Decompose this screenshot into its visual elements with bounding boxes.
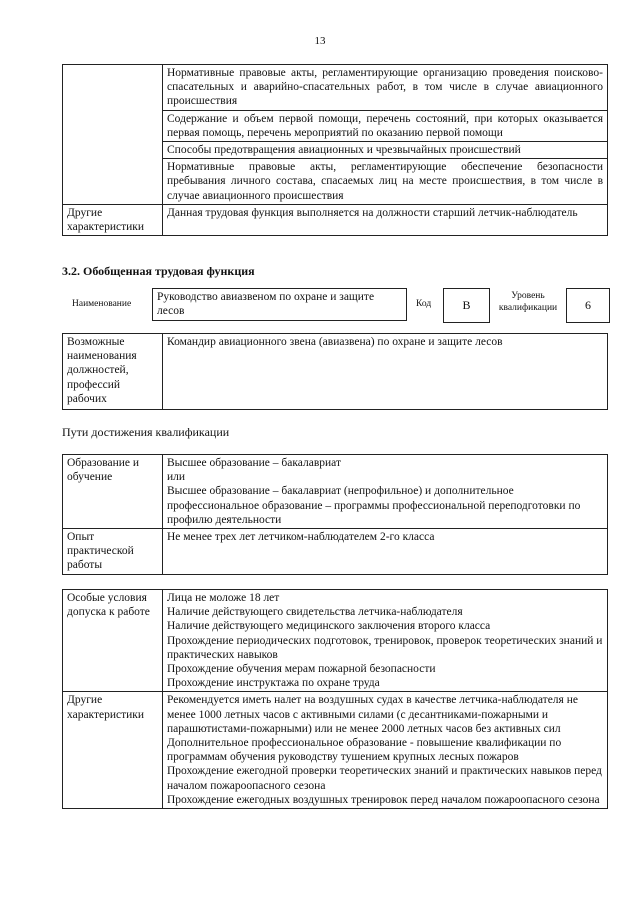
list-item: Содержание и объем первой помощи, перечень состояний, при которых оказывается первая помощь, перечень мероприятий по оказанию первой помощи bbox=[163, 110, 608, 141]
knowledge-table bbox=[62, 64, 608, 236]
positions-label: Возможные наименования должностей, профессий рабочих bbox=[63, 334, 163, 410]
list-item: Данная трудовая функция выполняется на должности старший летчик-наблюдатель bbox=[163, 204, 608, 235]
paths-title: Пути достижения квалификации bbox=[62, 425, 230, 439]
list-item: Нормативные правовые акты, регламентирующие организацию проведения поисково-спасательных и аварийно-спасательных работ, в том числе в случае авиационного происшествия bbox=[163, 65, 608, 111]
other-label: Другие характеристики bbox=[63, 692, 163, 809]
list-item: Прохождение периодических подготовок, тренировок, проверок теоретических знаний и практических навыков bbox=[167, 634, 603, 661]
list-item: или bbox=[167, 471, 186, 484]
positions-table bbox=[62, 333, 608, 410]
list-item: Лица не моложе 18 лет bbox=[167, 592, 280, 604]
list-item: Способы предотвращения авиационных и чрезвычайных происшествий bbox=[163, 142, 608, 159]
education-table bbox=[62, 454, 608, 575]
list-item: Прохождение инструктажа по охране труда bbox=[167, 677, 380, 690]
education-label: Образование и обучение bbox=[63, 455, 163, 529]
list-item: Рекомендуется иметь налет на воздушных судах в качестве летчика-наблюдателя не менее 1000 летных часов с активными силами (с десантниками-пожарными и парашютистами-пожарными) или не менее 2000 летных часов без активных сил bbox=[167, 694, 578, 735]
section-title: 3.2. Обобщенная трудовая функция bbox=[62, 264, 255, 278]
list-item: Высшее образование – бакалавриат (непрофильное) и дополнительное профессиональное образование – программы профессиональной переподготовки по профилю деятельности bbox=[167, 485, 581, 526]
list-item: Наличие действующего свидетельства летчика-наблюдателя bbox=[167, 606, 463, 619]
experience-value: Не менее трех лет летчиком-наблюдателем 2-го класса bbox=[163, 529, 608, 575]
list-item: Прохождение обучения мерам пожарной безопасности bbox=[167, 663, 436, 676]
list-item: Нормативные правовые акты, регламентирующие обеспечение безопасности пребывания личного состава, спасаемых лиц на месте происшествия, в том числе в случае авиационного происшествия bbox=[163, 159, 608, 205]
other-value bbox=[163, 692, 608, 809]
list-item: Дополнительное профессиональное образование - повышение квалификации по программам обучения руководству тушением крупных лесных пожаров bbox=[167, 737, 562, 764]
conditions-label: Особые условия допуска к работе bbox=[63, 590, 163, 692]
experience-label: Опыт практической работы bbox=[63, 529, 163, 575]
education-value bbox=[163, 455, 608, 529]
function-name-value: Руководство авиазвеном по охране и защите лесов bbox=[152, 288, 407, 321]
level-value: 6 bbox=[566, 288, 610, 323]
code-value: B bbox=[443, 288, 490, 323]
name-label: Наименование bbox=[72, 299, 132, 309]
positions-value: Командир авиационного звена (авиазвена) по охране и защите лесов bbox=[163, 334, 608, 410]
list-item: Наличие действующего медицинского заключения второго класса bbox=[167, 620, 491, 633]
level-label: Уровень квалификации bbox=[498, 291, 558, 313]
table-cell-empty bbox=[63, 65, 163, 205]
list-item: Прохождение ежегодной проверки теоретических знаний и практических навыков перед началом пожароопасного сезона bbox=[167, 765, 602, 792]
list-item: Высшее образование – бакалавриат bbox=[167, 457, 341, 469]
conditions-table bbox=[62, 589, 608, 809]
other-characteristics-label: Другие характеристики bbox=[63, 204, 163, 235]
page-number: 13 bbox=[314, 35, 326, 47]
conditions-value bbox=[163, 590, 608, 692]
code-label: Код bbox=[416, 299, 432, 309]
list-item: Прохождение ежегодных воздушных тренировок перед началом пожароопасного сезона bbox=[167, 793, 600, 806]
